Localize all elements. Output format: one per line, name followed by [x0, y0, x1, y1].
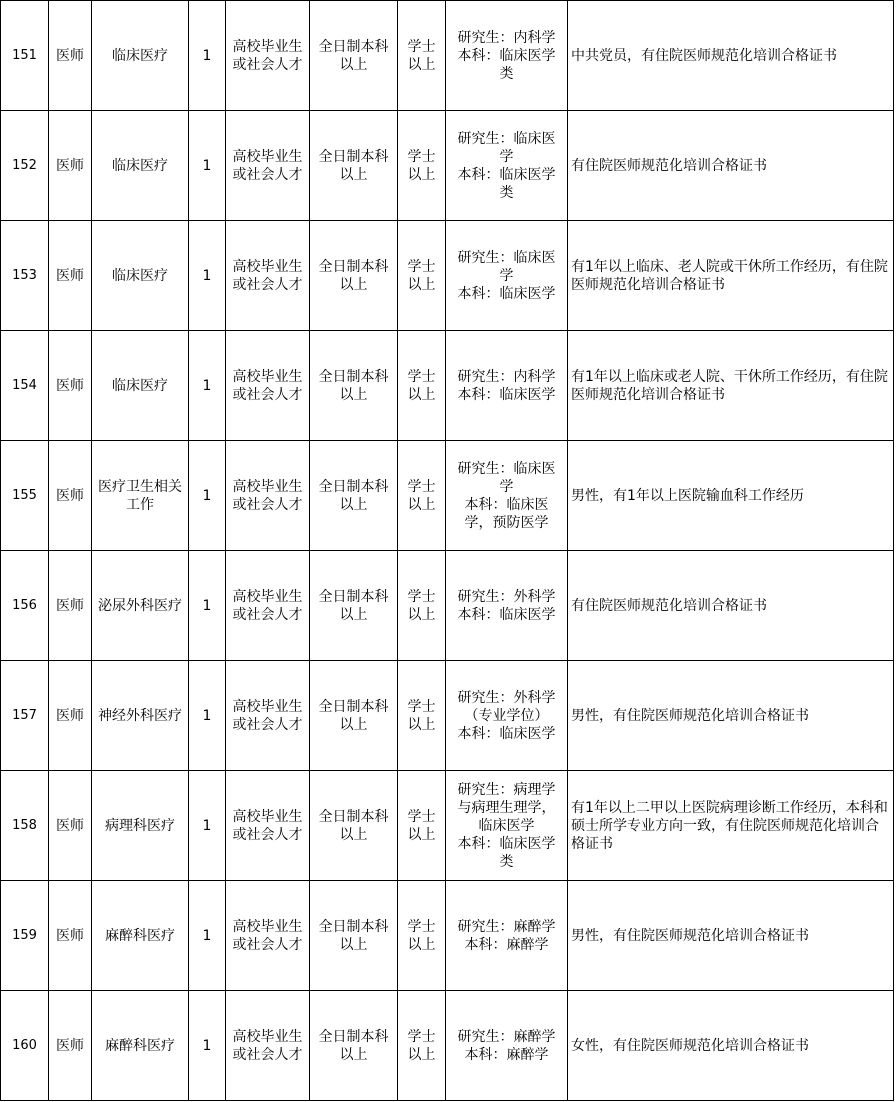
major-line: 类 [499, 65, 514, 82]
requirements-cell: 有1年以上临床、老人院或干休所工作经历，有住院医师规范化培训合格证书 [568, 221, 894, 331]
table-row [1, 1, 894, 111]
degree-line: 学士 [407, 368, 436, 385]
post-name-cell: 医师 [49, 881, 92, 991]
table-row [1, 771, 894, 881]
major-line: 本科：麻醉学 [464, 1046, 549, 1063]
headcount-cell: 1 [189, 221, 226, 331]
table-row [1, 221, 894, 331]
major-line: 类 [499, 853, 514, 870]
degree-cell [398, 1, 446, 111]
headcount-cell: 1 [189, 881, 226, 991]
degree-cell [398, 331, 446, 441]
degree-line: 学士 [407, 698, 436, 715]
row-number-cell: 152 [1, 111, 49, 221]
degree-line: 以上 [407, 276, 436, 293]
table-body [1, 1, 894, 1101]
major-line: 学，预防医学 [464, 514, 549, 531]
education-line: 以上 [339, 1046, 368, 1063]
candidate-source-line: 或社会人才 [232, 276, 303, 293]
education-line: 全日制本科 [318, 368, 389, 385]
major-line: 研究生：外科学 [457, 588, 556, 605]
education-cell [310, 441, 398, 551]
major-line: 本科：临床医学 [457, 606, 556, 623]
row-number-cell: 158 [1, 771, 49, 881]
education-line: 全日制本科 [318, 1028, 389, 1045]
major-line: 本科：临床医学 [457, 835, 556, 852]
post-name-cell: 医师 [49, 661, 92, 771]
major-cell [446, 551, 568, 661]
table-row [1, 331, 894, 441]
post-name-cell: 医师 [49, 991, 92, 1101]
major-line: 研究生：麻醉学 [457, 1028, 556, 1045]
row-number-cell: 159 [1, 881, 49, 991]
education-cell [310, 221, 398, 331]
education-cell [310, 881, 398, 991]
degree-line: 以上 [407, 716, 436, 733]
department-cell: 临床医疗 [92, 1, 189, 111]
degree-line: 学士 [407, 808, 436, 825]
education-line: 全日制本科 [318, 148, 389, 165]
headcount-cell: 1 [189, 661, 226, 771]
major-cell [446, 111, 568, 221]
major-line: 本科：临床医学 [457, 166, 556, 183]
major-line: 学 [499, 478, 514, 495]
candidate-source-line: 高校毕业生 [232, 368, 303, 385]
major-line: 本科：临床医学 [457, 47, 556, 64]
candidate-source-cell [226, 771, 310, 881]
major-line: 类 [499, 184, 514, 201]
requirements-cell: 有住院医师规范化培训合格证书 [568, 551, 894, 661]
degree-line: 以上 [407, 386, 436, 403]
education-cell [310, 331, 398, 441]
table-row [1, 661, 894, 771]
requirements-cell: 有住院医师规范化培训合格证书 [568, 111, 894, 221]
degree-line: 以上 [407, 166, 436, 183]
education-line: 全日制本科 [318, 478, 389, 495]
education-line: 全日制本科 [318, 588, 389, 605]
candidate-source-line: 或社会人才 [232, 936, 303, 953]
major-line: 临床医学 [478, 817, 535, 834]
candidate-source-line: 或社会人才 [232, 166, 303, 183]
candidate-source-line: 高校毕业生 [232, 588, 303, 605]
table-row [1, 881, 894, 991]
department-cell: 病理科医疗 [92, 771, 189, 881]
row-number-cell: 153 [1, 221, 49, 331]
table-row [1, 551, 894, 661]
degree-line: 以上 [407, 606, 436, 623]
candidate-source-line: 高校毕业生 [232, 258, 303, 275]
candidate-source-cell [226, 111, 310, 221]
candidate-source-line: 高校毕业生 [232, 698, 303, 715]
degree-cell [398, 441, 446, 551]
major-cell [446, 331, 568, 441]
candidate-source-line: 高校毕业生 [232, 918, 303, 935]
degree-cell [398, 111, 446, 221]
row-number-cell: 156 [1, 551, 49, 661]
education-line: 以上 [339, 716, 368, 733]
requirements-cell: 男性，有住院医师规范化培训合格证书 [568, 881, 894, 991]
degree-line: 以上 [407, 826, 436, 843]
major-line: 本科：麻醉学 [464, 936, 549, 953]
major-cell [446, 441, 568, 551]
degree-cell [398, 661, 446, 771]
requirements-cell: 有1年以上二甲以上医院病理诊断工作经历，本科和硕士所学专业方向一致，有住院医师规范化培训合格证书 [568, 771, 894, 881]
degree-cell [398, 991, 446, 1101]
major-cell [446, 661, 568, 771]
candidate-source-cell [226, 991, 310, 1101]
candidate-source-cell [226, 441, 310, 551]
degree-cell [398, 771, 446, 881]
major-line: 研究生：临床医 [457, 460, 556, 477]
degree-cell [398, 551, 446, 661]
headcount-cell: 1 [189, 551, 226, 661]
major-line: 本科：临床医学 [457, 285, 556, 302]
degree-line: 学士 [407, 918, 436, 935]
candidate-source-line: 高校毕业生 [232, 478, 303, 495]
candidate-source-cell [226, 331, 310, 441]
candidate-source-cell [226, 881, 310, 991]
post-name-cell: 医师 [49, 111, 92, 221]
major-line: 研究生：内科学 [457, 368, 556, 385]
candidate-source-line: 高校毕业生 [232, 38, 303, 55]
major-cell [446, 1, 568, 111]
table-row [1, 111, 894, 221]
education-line: 以上 [339, 386, 368, 403]
education-cell [310, 1, 398, 111]
candidate-source-line: 或社会人才 [232, 826, 303, 843]
major-line: 本科：临床医学 [457, 725, 556, 742]
post-name-cell: 医师 [49, 771, 92, 881]
major-line: 研究生：临床医 [457, 249, 556, 266]
education-line: 以上 [339, 56, 368, 73]
degree-line: 学士 [407, 258, 436, 275]
education-line: 全日制本科 [318, 918, 389, 935]
candidate-source-line: 或社会人才 [232, 716, 303, 733]
candidate-source-line: 或社会人才 [232, 386, 303, 403]
department-cell: 医疗卫生相关工作 [92, 441, 189, 551]
department-cell: 麻醉科医疗 [92, 881, 189, 991]
degree-line: 学士 [407, 38, 436, 55]
row-number-cell: 154 [1, 331, 49, 441]
major-line: 本科：临床医 [464, 496, 549, 513]
post-name-cell: 医师 [49, 221, 92, 331]
row-number-cell: 157 [1, 661, 49, 771]
education-line: 以上 [339, 826, 368, 843]
requirements-cell: 男性，有住院医师规范化培训合格证书 [568, 661, 894, 771]
major-line: 本科：临床医学 [457, 386, 556, 403]
major-line: 研究生：临床医 [457, 130, 556, 147]
education-cell [310, 551, 398, 661]
major-cell [446, 221, 568, 331]
table-row [1, 441, 894, 551]
education-line: 全日制本科 [318, 808, 389, 825]
candidate-source-cell [226, 221, 310, 331]
education-cell [310, 111, 398, 221]
requirements-cell: 中共党员，有住院医师规范化培训合格证书 [568, 1, 894, 111]
post-name-cell: 医师 [49, 331, 92, 441]
department-cell: 临床医疗 [92, 221, 189, 331]
department-cell: 神经外科医疗 [92, 661, 189, 771]
major-line: 研究生：内科学 [457, 29, 556, 46]
major-line: 研究生：病理学 [457, 781, 556, 798]
education-line: 以上 [339, 276, 368, 293]
education-line: 全日制本科 [318, 258, 389, 275]
requirements-cell: 男性，有1年以上医院输血科工作经历 [568, 441, 894, 551]
education-cell [310, 661, 398, 771]
education-line: 以上 [339, 166, 368, 183]
education-cell [310, 991, 398, 1101]
candidate-source-line: 或社会人才 [232, 1046, 303, 1063]
row-number-cell: 160 [1, 991, 49, 1101]
department-cell: 泌尿外科医疗 [92, 551, 189, 661]
requirements-cell: 女性，有住院医师规范化培训合格证书 [568, 991, 894, 1101]
degree-line: 以上 [407, 1046, 436, 1063]
major-line: 与病理生理学， [457, 799, 556, 816]
education-line: 全日制本科 [318, 698, 389, 715]
major-cell [446, 881, 568, 991]
education-line: 以上 [339, 936, 368, 953]
candidate-source-line: 高校毕业生 [232, 1028, 303, 1045]
major-line: （专业学位） [464, 707, 549, 724]
degree-cell [398, 881, 446, 991]
education-cell [310, 771, 398, 881]
headcount-cell: 1 [189, 1, 226, 111]
degree-line: 学士 [407, 478, 436, 495]
headcount-cell: 1 [189, 111, 226, 221]
department-cell: 临床医疗 [92, 331, 189, 441]
candidate-source-line: 高校毕业生 [232, 808, 303, 825]
requirements-cell: 有1年以上临床或老人院、干休所工作经历，有住院医师规范化培训合格证书 [568, 331, 894, 441]
headcount-cell: 1 [189, 441, 226, 551]
candidate-source-cell [226, 551, 310, 661]
post-name-cell: 医师 [49, 1, 92, 111]
candidate-source-line: 高校毕业生 [232, 148, 303, 165]
major-line: 研究生：麻醉学 [457, 918, 556, 935]
candidate-source-cell [226, 661, 310, 771]
degree-line: 学士 [407, 1028, 436, 1045]
degree-line: 以上 [407, 496, 436, 513]
candidate-source-line: 或社会人才 [232, 496, 303, 513]
degree-line: 学士 [407, 588, 436, 605]
major-line: 研究生：外科学 [457, 689, 556, 706]
education-line: 以上 [339, 606, 368, 623]
table-row [1, 991, 894, 1101]
major-line: 学 [499, 148, 514, 165]
education-line: 以上 [339, 496, 368, 513]
candidate-source-line: 或社会人才 [232, 606, 303, 623]
post-name-cell: 医师 [49, 551, 92, 661]
headcount-cell: 1 [189, 771, 226, 881]
degree-cell [398, 221, 446, 331]
post-name-cell: 医师 [49, 441, 92, 551]
candidate-source-cell [226, 1, 310, 111]
degree-line: 以上 [407, 56, 436, 73]
degree-line: 以上 [407, 936, 436, 953]
row-number-cell: 155 [1, 441, 49, 551]
headcount-cell: 1 [189, 331, 226, 441]
major-line: 学 [499, 267, 514, 284]
major-cell [446, 771, 568, 881]
headcount-cell: 1 [189, 991, 226, 1101]
degree-line: 学士 [407, 148, 436, 165]
major-cell [446, 991, 568, 1101]
department-cell: 麻醉科医疗 [92, 991, 189, 1101]
candidate-source-line: 或社会人才 [232, 56, 303, 73]
row-number-cell: 151 [1, 1, 49, 111]
education-line: 全日制本科 [318, 38, 389, 55]
department-cell: 临床医疗 [92, 111, 189, 221]
